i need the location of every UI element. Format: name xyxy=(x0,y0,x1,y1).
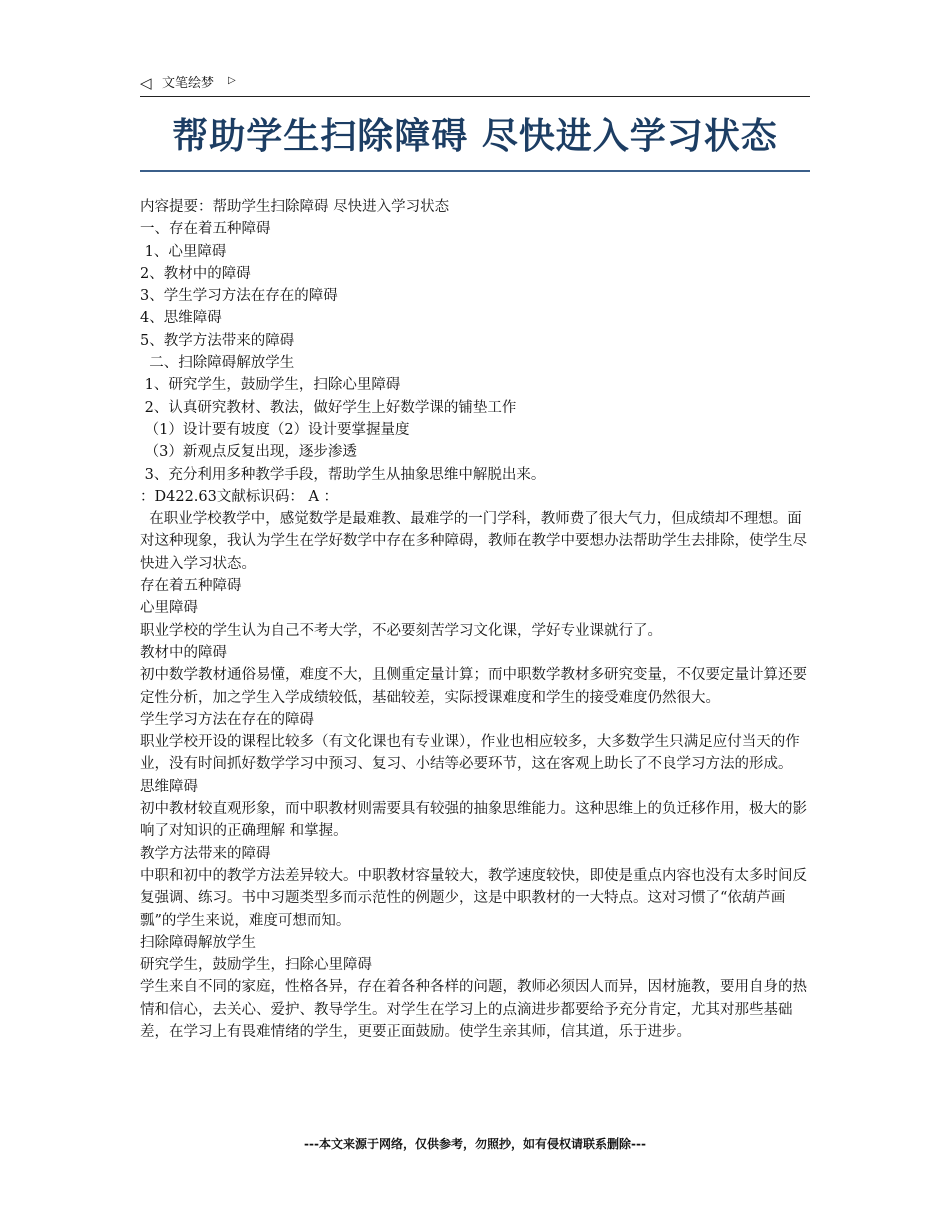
outline-item: 3、充分利用多种教学手段，帮助学生从抽象思维中解脱出来。 xyxy=(140,466,546,483)
subsection-heading: 学生学习方法在存在的障碍 xyxy=(140,711,314,728)
subsection-heading: 教学方法带来的障碍 xyxy=(140,845,271,862)
subsection-heading: 研究学生，鼓励学生，扫除心里障碍 xyxy=(140,957,372,974)
classification-line: ：D422.63文献标识码： A ： xyxy=(140,488,339,505)
document-title: 帮助学生扫除障碍 尽快进入学习状态 xyxy=(172,116,778,157)
body-paragraph: 在职业学校教学中，感觉数学是最难教、最难学的一门学科，教师费了很大气力，但成绩却不理想。面对这种现象，我认为学生在学好数学中存在多种障碍，教师在教学中要想办法帮助学生去排除，使学生尽快进入学习状态。 xyxy=(140,511,807,572)
title-divider xyxy=(140,170,810,172)
body-paragraph: 职业学校的学生认为自己不考大学，不必要刻苦学习文化课，学好专业课就行了。 xyxy=(140,622,662,639)
outline-heading: 一、存在着五种障碍 xyxy=(140,221,271,238)
triangle-left-icon: ◁ xyxy=(140,74,152,92)
outline-item: 4、思维障碍 xyxy=(140,310,222,327)
body-paragraph: 学生来自不同的家庭，性格各异，存在着各种各样的问题，教师必须因人而异，因材施教，要用自身的热情和信心，去关心、爱护、教导学生。对学生在学习上的点滴进步都要给予充分肯定，尤其对那些基础差，在学习上有畏难情绪的学生，更要正面鼓励。使学生亲其师，信其道，乐于进步。 xyxy=(140,979,807,1040)
subsection-heading: 思维障碍 xyxy=(140,778,198,795)
document-body xyxy=(140,196,812,1043)
body-paragraph: 中职和初中的教学方法差异较大。中职教材容量较大，教学速度较快，即使是重点内容也没有太多时间反复强调、练习。书中习题类型多而示范性的例题少，这是中职教材的一大特点。这对习惯了“依葫芦画瓢”的学生来说，难度可想而知。 xyxy=(140,867,807,929)
outline-item: 1、研究学生，鼓励学生，扫除心里障碍 xyxy=(140,377,401,394)
outline-subitem: （1）设计要有坡度（2）设计要掌握量度 xyxy=(140,421,410,438)
body-paragraph: 初中教材较直观形象，而中职教材则需要具有较强的抽象思维能力。这种思维上的负迁移作用，极大的影响了对知识的正确理解 和掌握。 xyxy=(140,801,807,840)
triangle-right-icon: ▷ xyxy=(228,75,236,86)
outline-item: 1、心里障碍 xyxy=(140,243,227,260)
footer-disclaimer: ---本文来源于网络，仅供参考，勿照抄，如有侵权请联系删除--- xyxy=(304,1137,646,1151)
body-paragraph: 职业学校开设的课程比较多（有文化课也有专业课），作业也相应较多，大多数学生只满足应付当天的作业，没有时间抓好数学学习中预习、复习、小结等必要环节，这在客观上助长了不良学习方法的形成。 xyxy=(140,734,800,773)
abstract-line: 内容提要：帮助学生扫除障碍 尽快进入学习状态 xyxy=(140,199,450,215)
subsection-heading: 心里障碍 xyxy=(140,600,198,617)
outline-item: 2、认真研究教材、教法，做好学生上好数学课的铺垫工作 xyxy=(140,399,517,416)
brand-name: 文笔绘梦 xyxy=(162,76,215,91)
page-header xyxy=(140,72,810,97)
outline-heading: 二、扫除障碍解放学生 xyxy=(140,355,295,372)
outline-item: 2、教材中的障碍 xyxy=(140,265,251,282)
outline-subitem: （3）新观点反复出现，逐步渗透 xyxy=(140,444,357,461)
outline-item: 3、学生学习方法在存在的障碍 xyxy=(140,288,338,305)
body-paragraph: 初中数学教材通俗易懂，难度不大，且侧重定量计算；而中职数学教材多研究变量，不仅要定量计算还要定性分析，加之学生入学成绩较低，基础较差，实际授课难度和学生的接受难度仍然很大。 xyxy=(140,667,807,706)
subsection-heading: 教材中的障碍 xyxy=(140,644,227,661)
outline-item: 5、教学方法带来的障碍 xyxy=(140,332,295,349)
section-heading: 存在着五种障碍 xyxy=(140,578,242,595)
section-heading: 扫除障碍解放学生 xyxy=(140,934,256,951)
